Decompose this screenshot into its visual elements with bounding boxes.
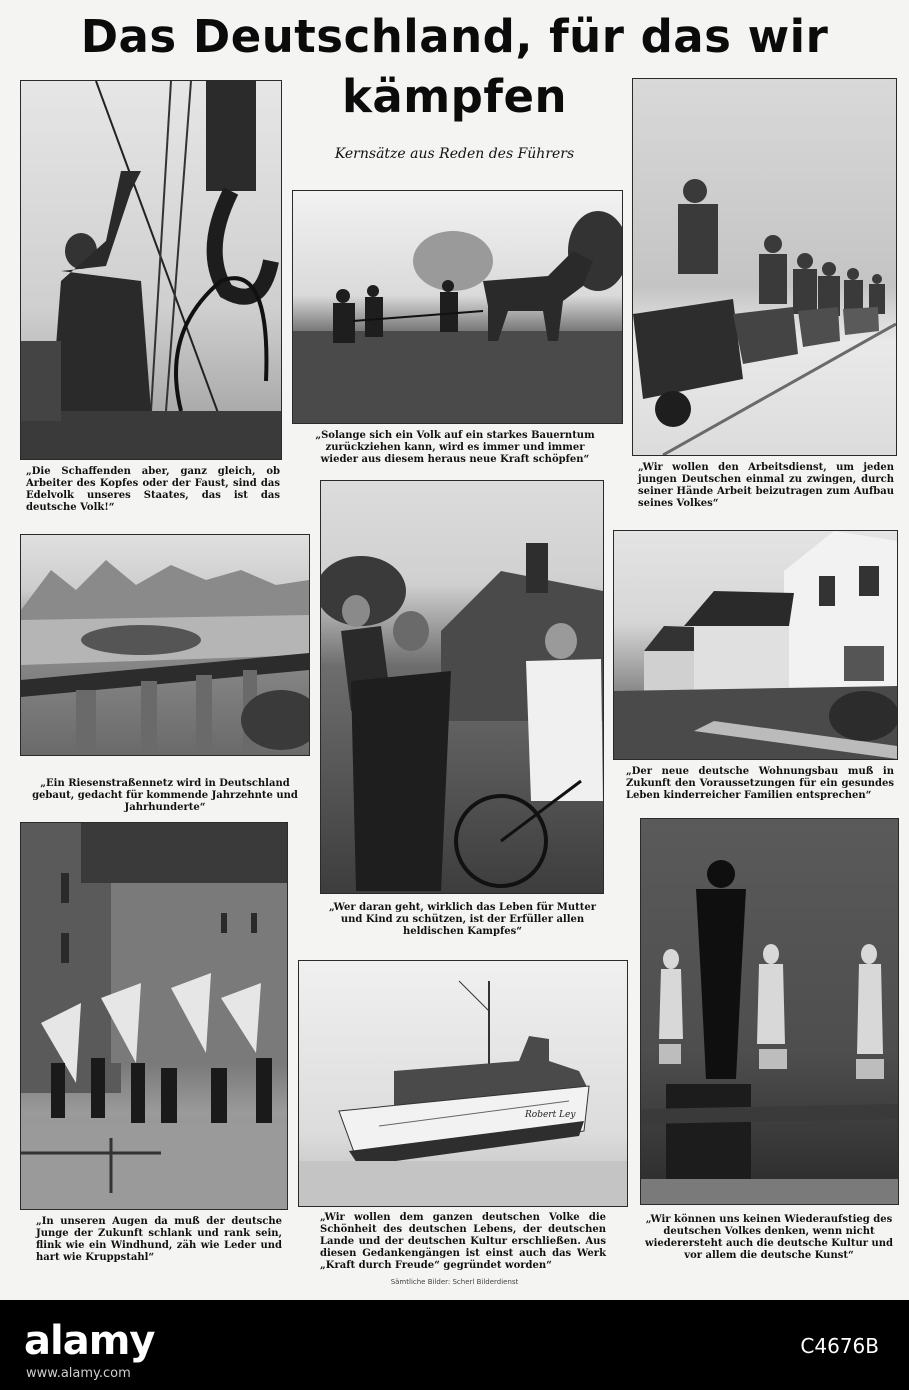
page-title-line2: kämpfen [341,70,568,123]
photo-autobahn-bridge [20,534,310,756]
caption-road: „Ein Riesenstraßennetz wird in Deutschland gebaut, gedacht für kommende Jahrzehnte und Jahrhunderte“ [32,778,298,813]
caption-worker: „Die Schaffenden aber, ganz gleich, ob Arbeiter des Kopfes oder der Faust, sind das Edelvolk unseres Staates, das ist das deutsche Volk!“ [26,466,280,513]
caption-housing: „Der neue deutsche Wohnungsbau muß in Zukunft den Voraussetzungen für ein gesundes Leben kinderreicher Familien entsprechen“ [626,766,894,801]
caption-ship: „Wir wollen dem ganzen deutschen Volke die Schönheit des deutschen Lebens, der deutschen Lande und der deutschen Kultur erschließen. Aus diesen Gedankengängen ist einst auch das Werk „Kraft durch Freude“ gegründet worden“ [320,1212,606,1271]
photo-worker-crane [20,80,282,460]
caption-art: „Wir können uns keinen Wiederaufstieg des deutschen Volkes denken, wenn nicht wiederersteht auch die deutsche Kultur und vor allem die deutsche Kunst“ [644,1214,894,1261]
photo-credit: Sämtliche Bilder: Scherl Bilderdienst [390,1278,519,1286]
photo-labor-service [632,78,897,456]
caption-labor: „Wir wollen den Arbeitsdienst, um jeden jungen Deutschen einmal zu zwingen, durch seiner Hände Arbeit beizutragen zum Aufbau seines Volkes“ [638,462,894,509]
caption-farming: „Solange sich ein Volk auf ein starkes Bauerntum zurückziehen kann, wird es immer und immer wieder aus diesem heraus neue Kraft schöpfen“ [315,430,595,465]
photo-kdf-ship [298,960,628,1207]
photo-housing [613,530,898,760]
caption-mother: „Wer daran geht, wirklich das Leben für Mutter und Kind zu schützen, ist der Erfüller allen heldischen Kampfes“ [328,902,597,937]
page-subtitle: Kernsätze aus Reden des Führers [334,146,575,162]
watermark-logo: alamy [24,1318,155,1364]
caption-youth: „In unseren Augen da muß der deutsche Junge der Zukunft schlank und rank sein, flink wie ein Windhund, zäh wie Leder und hart wie Kruppstahl“ [36,1216,282,1263]
photo-sculpture-hall [640,818,899,1205]
page-title-line1: Das Deutschland, für das wir [80,10,829,63]
photo-mother-child [320,480,604,894]
watermark-url: www.alamy.com [26,1366,131,1381]
photo-farming-plow [292,190,623,424]
ship-name-text: Robert Ley [525,1110,576,1120]
photo-youth-march [20,822,288,1210]
watermark-image-id: C4676B [800,1334,879,1358]
